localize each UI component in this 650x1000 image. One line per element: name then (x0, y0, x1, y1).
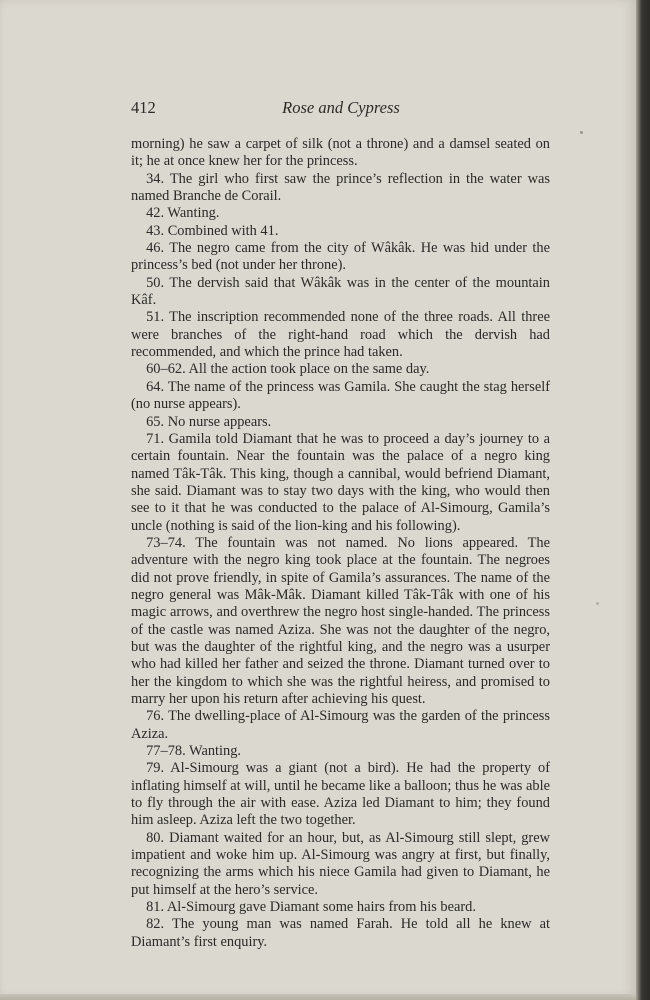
page-bottom-edge (0, 994, 636, 1000)
body-text (131, 136, 550, 951)
paragraph: 60–62. All the action took place on the same day. (146, 361, 430, 378)
running-title: Rose and Cypress (282, 98, 400, 117)
paragraph: 71. Gamila told Diamant that he was to proceed a day’s journey to a certain fountain. Near the fountain was the palace of a negro king named Tâk-Tâk. This king, though a cannibal, would befriend Diamant, she said. Diamant was to stay two days with the king, who would then see to it that he was conducted to the palace of Al-Simourg, Gamila’s uncle (nothing is said of the lion-king and his following). (131, 430, 550, 534)
paragraph: 46. The negro came from the city of Wâkâk. He was hid under the princess’s bed (not under her throne). (131, 240, 550, 274)
paragraph: 34. The girl who first saw the prince’s reflection in the water was named Branche de Corail. (131, 170, 550, 205)
paragraph: 50. The dervish said that Wâkâk was in the center of the mountain Kâf. (131, 274, 550, 309)
paragraph: 73–74. The fountain was not named. No lions appeared. The adventure with the negro king took place at the fountain. The negroes did not prove friendly, in spite of Gamila’s assurances. The name of the negro general was Mâk-Mâk. Diamant killed Tâk-Tâk with one of his magic arrows, and overthrew the negro host single-handed. The princess of the castle was named Aziza. She was not the daughter of the negro, but was the daughter of the rightful king, and the negro was a usurper who had killed her father and seized the throne. Diamant turned over to her the kingdom to which she was the rightful heiress, and promised to marry her upon his return after achieving his quest. (131, 534, 550, 707)
page-number: 412 (131, 98, 156, 117)
paragraph: 43. Combined with 41. (146, 222, 279, 239)
paragraph: 80. Diamant waited for an hour, but, as Al-Simourg still slept, grew impatient and woke him up. Al-Simourg was angry at first, but finally, recognizing the arms which his niece Gamila had given to Diamant, he put himself at the hero’s service. (131, 829, 550, 898)
paragraph: 76. The dwelling-place of Al-Simourg was the garden of the princess Aziza. (131, 708, 550, 742)
paragraph: 65. No nurse appears. (146, 413, 272, 430)
paragraph: 81. Al-Simourg gave Diamant some hairs from his beard. (146, 899, 476, 916)
paragraph: morning) he saw a carpet of silk (not a throne) and a damsel seated on it; he at once knew her for the princess. (131, 136, 550, 170)
paper-fleck (596, 602, 599, 605)
paragraph: 51. The inscription recommended none of the three roads. All three were branches of the right-hand road which the dervish had recommended, and which the prince had taken. (131, 309, 550, 361)
paper-fleck (580, 131, 583, 134)
paragraph: 79. Al-Simourg was a giant (not a bird). He had the property of inflating himself at will, until he became like a balloon; thus he was able to fly through the air with ease. Aziza led Diamant to him; they found him asleep. Aziza left the two together. (131, 760, 550, 829)
paragraph: 77–78. Wanting. (146, 743, 242, 760)
paragraph: 42. Wanting. (146, 205, 220, 222)
paragraph: 64. The name of the princess was Gamila. She caught the stag herself (no nurse appears). (131, 378, 550, 413)
page-header (131, 98, 551, 122)
book-gutter-shadow (636, 0, 650, 1000)
paragraph: 82. The young man was named Farah. He told all he knew at Diamant’s first enquiry. (131, 916, 550, 950)
